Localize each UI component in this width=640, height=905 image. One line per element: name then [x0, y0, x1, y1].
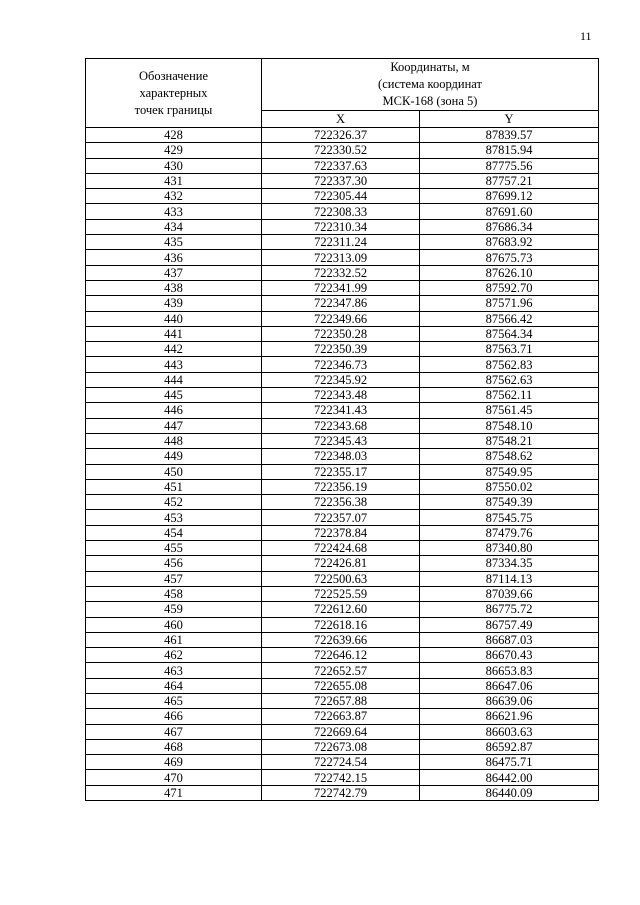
y-coordinate-cell: 86653.83 [420, 663, 599, 678]
point-number-cell: 462 [86, 648, 262, 663]
x-coordinate-cell: 722305.44 [262, 189, 420, 204]
table-row [86, 602, 599, 617]
x-coordinate-cell: 722525.59 [262, 586, 420, 601]
table-row [86, 510, 599, 525]
table-row [86, 663, 599, 678]
x-coordinate-cell: 722355.17 [262, 464, 420, 479]
y-coordinate-cell: 86603.63 [420, 724, 599, 739]
point-number-cell: 432 [86, 189, 262, 204]
table-row [86, 495, 599, 510]
table-row [86, 372, 599, 387]
table-row [86, 556, 599, 571]
point-number-cell: 451 [86, 479, 262, 494]
point-number-cell: 456 [86, 556, 262, 571]
point-number-cell: 434 [86, 219, 262, 234]
table-row [86, 770, 599, 785]
table-row [86, 571, 599, 586]
x-coordinate-cell: 722346.73 [262, 357, 420, 372]
x-coordinate-cell: 722330.52 [262, 143, 420, 158]
table-row [86, 632, 599, 647]
y-coordinate-cell: 87562.63 [420, 372, 599, 387]
y-coordinate-cell: 87114.13 [420, 571, 599, 586]
x-coordinate-cell: 722357.07 [262, 510, 420, 525]
y-coordinate-cell: 87686.34 [420, 219, 599, 234]
table-row [86, 296, 599, 311]
x-coordinate-cell: 722347.86 [262, 296, 420, 311]
point-number-cell: 459 [86, 602, 262, 617]
table-row [86, 219, 599, 234]
header-line: (система координат [378, 77, 482, 91]
point-number-cell: 469 [86, 755, 262, 770]
x-coordinate-cell: 722311.24 [262, 235, 420, 250]
point-number-cell: 445 [86, 388, 262, 403]
y-coordinate-cell: 86775.72 [420, 602, 599, 617]
point-number-cell: 437 [86, 265, 262, 280]
table-row [86, 586, 599, 601]
point-number-cell: 436 [86, 250, 262, 265]
x-coordinate-cell: 722310.34 [262, 219, 420, 234]
y-coordinate-cell: 87626.10 [420, 265, 599, 280]
y-coordinate-cell: 87550.02 [420, 479, 599, 494]
table-row [86, 403, 599, 418]
x-coordinate-cell: 722343.68 [262, 418, 420, 433]
point-number-cell: 446 [86, 403, 262, 418]
y-coordinate-cell: 87675.73 [420, 250, 599, 265]
y-coordinate-cell: 86592.87 [420, 739, 599, 754]
table-row [86, 143, 599, 158]
point-number-cell: 452 [86, 495, 262, 510]
table-row [86, 265, 599, 280]
table-row [86, 449, 599, 464]
point-number-cell: 464 [86, 678, 262, 693]
x-coordinate-cell: 722724.54 [262, 755, 420, 770]
x-coordinate-cell: 722345.43 [262, 433, 420, 448]
table-row [86, 617, 599, 632]
point-number-cell: 431 [86, 173, 262, 188]
point-number-cell: 465 [86, 693, 262, 708]
y-coordinate-cell: 87548.21 [420, 433, 599, 448]
y-coordinate-cell: 87564.34 [420, 326, 599, 341]
y-coordinate-cell: 86639.06 [420, 693, 599, 708]
point-number-cell: 429 [86, 143, 262, 158]
x-coordinate-cell: 722332.52 [262, 265, 420, 280]
y-coordinate-cell: 87699.12 [420, 189, 599, 204]
table-row [86, 311, 599, 326]
x-coordinate-cell: 722326.37 [262, 128, 420, 143]
table-row [86, 158, 599, 173]
x-coordinate-cell: 722669.64 [262, 724, 420, 739]
table-row [86, 357, 599, 372]
table-row [86, 280, 599, 295]
y-coordinate-cell: 86687.03 [420, 632, 599, 647]
header-line: МСК-168 (зона 5) [382, 94, 478, 108]
table-row [86, 128, 599, 143]
point-number-cell: 449 [86, 449, 262, 464]
point-number-cell: 470 [86, 770, 262, 785]
y-coordinate-cell: 87592.70 [420, 280, 599, 295]
point-number-cell: 471 [86, 785, 262, 800]
y-coordinate-cell: 86440.09 [420, 785, 599, 800]
x-coordinate-cell: 722356.38 [262, 495, 420, 510]
table-row [86, 678, 599, 693]
x-coordinate-cell: 722337.63 [262, 158, 420, 173]
y-coordinate-cell: 86621.96 [420, 709, 599, 724]
x-coordinate-cell: 722612.60 [262, 602, 420, 617]
x-coordinate-cell: 722657.88 [262, 693, 420, 708]
point-number-cell: 447 [86, 418, 262, 433]
x-coordinate-cell: 722341.99 [262, 280, 420, 295]
x-coordinate-cell: 722350.28 [262, 326, 420, 341]
y-coordinate-cell: 87691.60 [420, 204, 599, 219]
point-number-cell: 466 [86, 709, 262, 724]
point-number-cell: 453 [86, 510, 262, 525]
table-row [86, 173, 599, 188]
point-number-cell: 433 [86, 204, 262, 219]
point-number-cell: 428 [86, 128, 262, 143]
x-coordinate-cell: 722341.43 [262, 403, 420, 418]
table-row [86, 433, 599, 448]
x-coordinate-cell: 722742.79 [262, 785, 420, 800]
y-coordinate-cell: 86475.71 [420, 755, 599, 770]
y-coordinate-cell: 87683.92 [420, 235, 599, 250]
y-coordinate-cell: 87839.57 [420, 128, 599, 143]
y-coordinate-cell: 87566.42 [420, 311, 599, 326]
y-coordinate-cell: 87757.21 [420, 173, 599, 188]
point-number-cell: 460 [86, 617, 262, 632]
table-row [86, 326, 599, 341]
table-body [86, 128, 599, 801]
point-number-cell: 430 [86, 158, 262, 173]
point-number-cell: 454 [86, 525, 262, 540]
x-coordinate-cell: 722348.03 [262, 449, 420, 464]
table-row [86, 342, 599, 357]
x-coordinate-cell: 722673.08 [262, 739, 420, 754]
point-number-cell: 448 [86, 433, 262, 448]
y-coordinate-cell: 86647.06 [420, 678, 599, 693]
point-number-cell: 438 [86, 280, 262, 295]
x-coordinate-cell: 722350.39 [262, 342, 420, 357]
x-coordinate-cell: 722424.68 [262, 541, 420, 556]
x-coordinate-cell: 722349.66 [262, 311, 420, 326]
y-coordinate-cell: 87562.11 [420, 388, 599, 403]
y-coordinate-cell: 87563.71 [420, 342, 599, 357]
point-number-cell: 467 [86, 724, 262, 739]
table-header-row [86, 59, 599, 111]
table-row [86, 525, 599, 540]
table-row [86, 479, 599, 494]
x-coordinate-cell: 722742.15 [262, 770, 420, 785]
y-coordinate-cell: 87561.45 [420, 403, 599, 418]
x-coordinate-cell: 722618.16 [262, 617, 420, 632]
table-row [86, 204, 599, 219]
x-coordinate-cell: 722378.84 [262, 525, 420, 540]
header-line: характерных [139, 85, 208, 100]
point-number-cell: 444 [86, 372, 262, 387]
x-coordinate-cell: 722343.48 [262, 388, 420, 403]
table-row [86, 235, 599, 250]
page-number: 11 [580, 29, 592, 43]
x-coordinate-cell: 722356.19 [262, 479, 420, 494]
point-number-cell: 463 [86, 663, 262, 678]
point-number-cell: 458 [86, 586, 262, 601]
x-column-header: X [262, 111, 420, 128]
point-number-cell: 450 [86, 464, 262, 479]
x-coordinate-cell: 722426.81 [262, 556, 420, 571]
y-coordinate-cell: 87549.95 [420, 464, 599, 479]
header-line: точек границы [134, 102, 213, 117]
table-row [86, 464, 599, 479]
table-row [86, 648, 599, 663]
y-coordinate-cell: 86670.43 [420, 648, 599, 663]
point-number-cell: 435 [86, 235, 262, 250]
point-number-cell: 443 [86, 357, 262, 372]
x-coordinate-cell: 722663.87 [262, 709, 420, 724]
y-coordinate-cell: 87039.66 [420, 586, 599, 601]
x-coordinate-cell: 722500.63 [262, 571, 420, 586]
y-coordinate-cell: 87334.35 [420, 556, 599, 571]
point-designation-header [86, 59, 262, 128]
header-line: Координаты, м [390, 60, 470, 74]
point-number-cell: 468 [86, 739, 262, 754]
y-coordinate-cell: 87340.80 [420, 541, 599, 556]
table-row [86, 418, 599, 433]
y-coordinate-cell: 87548.10 [420, 418, 599, 433]
x-coordinate-cell: 722639.66 [262, 632, 420, 647]
x-coordinate-cell: 722313.09 [262, 250, 420, 265]
header-line: Обозначение [138, 68, 209, 83]
table-row [86, 250, 599, 265]
table-row [86, 189, 599, 204]
table-row [86, 693, 599, 708]
table-row [86, 388, 599, 403]
x-coordinate-cell: 722345.92 [262, 372, 420, 387]
y-coordinate-cell: 87548.62 [420, 449, 599, 464]
y-coordinate-cell: 87562.83 [420, 357, 599, 372]
point-number-cell: 457 [86, 571, 262, 586]
y-coordinate-cell: 87545.75 [420, 510, 599, 525]
table-row [86, 724, 599, 739]
coordinates-table [85, 58, 599, 801]
table-row [86, 785, 599, 800]
point-number-cell: 442 [86, 342, 262, 357]
point-number-cell: 441 [86, 326, 262, 341]
table-row [86, 755, 599, 770]
y-coordinate-cell: 87775.56 [420, 158, 599, 173]
point-number-cell: 455 [86, 541, 262, 556]
x-coordinate-cell: 722646.12 [262, 648, 420, 663]
y-coordinate-cell: 86442.00 [420, 770, 599, 785]
table-row [86, 739, 599, 754]
y-column-header: Y [420, 111, 599, 128]
x-coordinate-cell: 722308.33 [262, 204, 420, 219]
x-coordinate-cell: 722655.08 [262, 678, 420, 693]
coordinates-header [262, 59, 599, 111]
table-row [86, 541, 599, 556]
y-coordinate-cell: 86757.49 [420, 617, 599, 632]
y-coordinate-cell: 87479.76 [420, 525, 599, 540]
x-coordinate-cell: 722652.57 [262, 663, 420, 678]
y-coordinate-cell: 87549.39 [420, 495, 599, 510]
y-coordinate-cell: 87571.96 [420, 296, 599, 311]
x-coordinate-cell: 722337.30 [262, 173, 420, 188]
point-number-cell: 439 [86, 296, 262, 311]
point-number-cell: 461 [86, 632, 262, 647]
y-coordinate-cell: 87815.94 [420, 143, 599, 158]
point-number-cell: 440 [86, 311, 262, 326]
table-row [86, 709, 599, 724]
